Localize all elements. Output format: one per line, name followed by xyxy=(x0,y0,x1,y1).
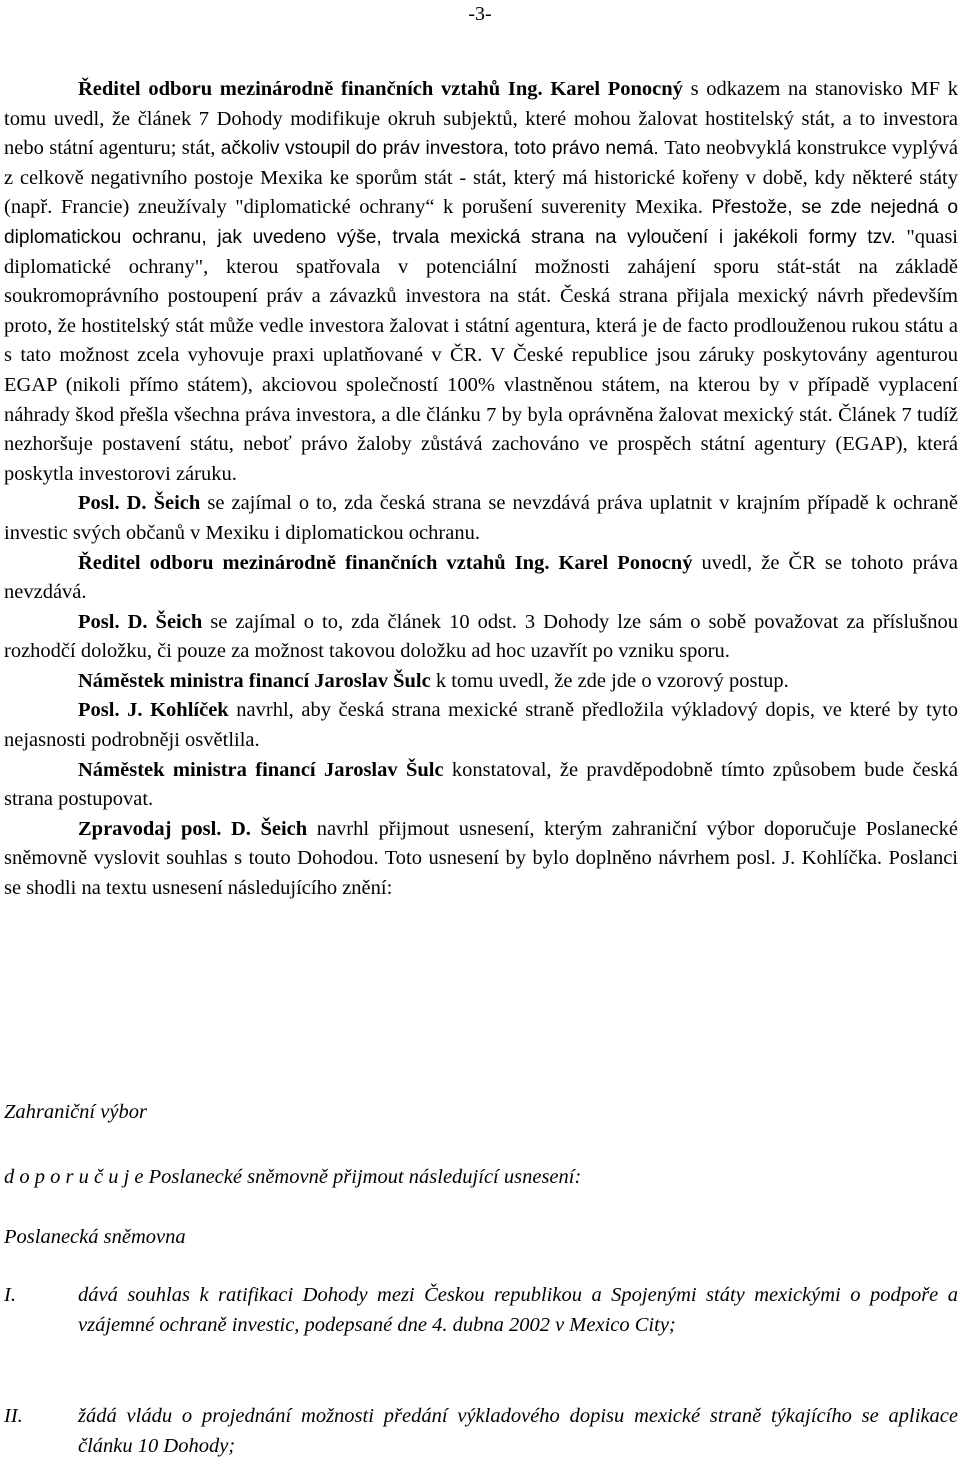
paragraph-text-sans: ačkoliv vstoupil do práv investora, toto právo nemá. xyxy=(220,138,665,160)
paragraph-text: uvedl, že ČR se tohoto práva nevzdává. xyxy=(4,551,958,604)
paragraph-sulc-answer-1 xyxy=(4,667,958,697)
speaker-name: Náměstek ministra financí Jaroslav Šulc xyxy=(78,669,431,692)
paragraph-ponocny-statement xyxy=(4,75,958,489)
paragraph-kohlicek-proposal xyxy=(4,696,958,755)
resolution-item-number: II. xyxy=(4,1405,23,1427)
paragraph-text: "quasi diplomatické ochrany", kterou spatřovala v potenciální možnosti zahájení sporu stát-stát na základě soukromoprávního postoupení práv a závazků investora na stát. Česká strana přijala mexický návrh především proto, že hostitelský stát může vedle investora žalovat i státní agentura, která je de facto prodlouženou rukou státu a s tato možnost zcela vyhovuje praxi uplatňované v ČR. V České republice jsou záruky poskytovány agenturou EGAP (nikoli přímo státem), akciovou společností 100% vlastněnou státem, na kterou by v případě vyplacení náhrady škod přešla všechna práva investora, a dle článku 7 by byla oprávněna žalovat mexický stát. Článek 7 tudíž nezhoršuje postavení státu, neboť právo žaloby zůstává zachováno ve prospěch státní agentury (EGAP), která poskytla investorovi záruku. xyxy=(4,225,958,485)
speaker-name: Posl. J. Kohlíček xyxy=(78,699,229,722)
paragraph-sulc-answer-2 xyxy=(4,756,958,815)
document-body xyxy=(4,75,958,904)
paragraph-text: se zajímal o to, zda článek 10 odst. 3 Dohody lze sám o sobě považovat za příslušnou rozhodčí doložku, či pouze za možnost takovou doložku ad hoc uzavřít po vzniku sporu. xyxy=(4,610,959,663)
page-number: -3- xyxy=(468,3,492,25)
recommend-text: Poslanecké sněmovně přijmout následující usnesení: xyxy=(143,1166,582,1188)
resolution-recommendation xyxy=(4,1162,581,1192)
speaker-name: Ředitel odboru mezinárodně finančních vztahů Ing. Karel Ponocný xyxy=(78,551,693,574)
paragraph-text: Tato neobvyklá konstrukce vyplývá z celkově negativního postoje Mexika ke sporům stát - stát, který má historické kořeny v době, kdy některé státy (např. Francie) zneužívaly "diplomatické ochrany“ k porušení suverenity Mexika. xyxy=(4,137,958,219)
resolution-item-text: žádá vládu o projednání možnosti předání výkladového dopisu mexické straně týkajícího se aplikace článku 10 Dohody; xyxy=(78,1405,958,1457)
paragraph-text: s odkazem na stanovisko MF k tomu uvedl, že článek 7 Dohody modifikuje okruh subjektů, které mohou žalovat hostitelský stát, a to investora nebo státní agenturu; stát, xyxy=(4,78,958,160)
speaker-name: Náměstek ministra financí Jaroslav Šulc xyxy=(78,758,444,781)
resolution-committee: Zahraniční výbor xyxy=(4,1101,147,1123)
paragraph-seich-question-1 xyxy=(4,489,958,548)
paragraph-rapporteur-proposal xyxy=(4,815,958,904)
paragraph-text-sans: Přestože, se zde nejedná o diplomatickou ochranu, jak uvedeno výše, trvala mexická strana na vyloučení i jakékoli formy tzv. xyxy=(4,197,958,248)
paragraph-seich-question-2 xyxy=(4,608,958,667)
paragraph-text: navrhl přijmout usnesení, kterým zahraniční výbor doporučuje Poslanecké sněmovně vyslovit souhlas s touto Dohodou. Toto usnesení by bylo doplněno návrhem posl. J. Kohlíčka. Poslanci se shodli na textu usnesení následujícího znění: xyxy=(4,817,958,900)
resolution-item-number: I. xyxy=(4,1284,16,1306)
speaker-name: Zpravodaj posl. D. Šeich xyxy=(78,817,308,840)
paragraph-text: k tomu uvedl, že zde jde o vzorový postup. xyxy=(430,669,789,692)
speaker-name: Ředitel odboru mezinárodně finančních vztahů Ing. Karel Ponocný xyxy=(78,78,683,100)
paragraph-text: konstatoval, že pravděpodobně tímto způsobem bude česká strana postupovat. xyxy=(4,758,958,811)
paragraph-text: navrhl, aby česká strana mexické straně předložila výkladový dopis, ve které by tyto nejasnosti podrobněji osvětlila. xyxy=(4,699,958,752)
speaker-name: Posl. D. Šeich xyxy=(78,610,203,633)
resolution-item xyxy=(4,1401,958,1461)
paragraph-ponocny-answer xyxy=(4,549,958,608)
speaker-name: Posl. D. Šeich xyxy=(78,492,201,515)
resolution-item xyxy=(4,1280,958,1340)
paragraph-text: se zajímal o to, zda česká strana se nevzdává práva uplatnit v krajním případě k ochraně investic svých občanů v Mexiku i diplomatickou ochranu. xyxy=(4,492,958,544)
resolution-item-text: dává souhlas k ratifikaci Dohody mezi Českou republikou a Spojenými státy mexickými o podpoře a vzájemné ochraně investic, podepsané dne 4. dubna 2002 v Mexico City; xyxy=(78,1284,958,1336)
recommend-verb: d o p o r u č u j e xyxy=(4,1166,144,1188)
resolution-chamber: Poslanecká sněmovna xyxy=(4,1226,186,1248)
